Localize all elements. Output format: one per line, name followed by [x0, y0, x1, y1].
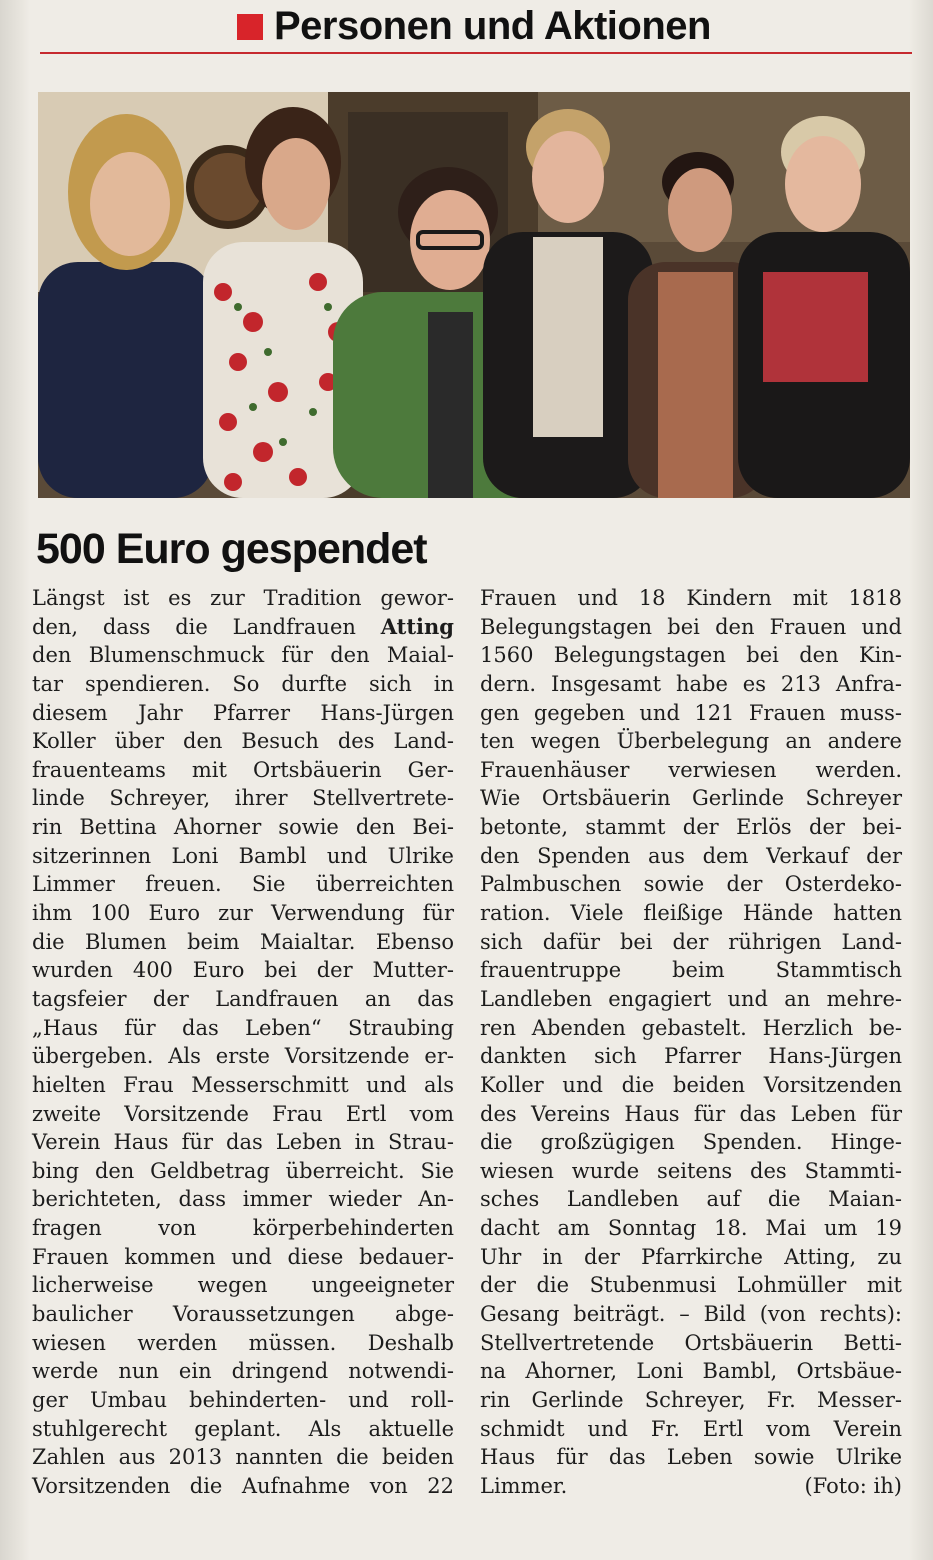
text-line: betonte, stammt der Erlös der bei-: [480, 815, 902, 840]
text-line: Uhr in der Pfarrkirche Atting, zu: [480, 1244, 902, 1269]
text-line: sches Landleben auf die Maian-: [480, 1187, 902, 1212]
text-line: Verein Haus für das Leben in Strau-: [32, 1130, 454, 1155]
text-line: Stellvertretende Ortsbäuerin Betti-: [480, 1330, 902, 1355]
text-line: Gesang beiträgt. – Bild (von rechts):: [480, 1302, 902, 1327]
text-line: ten wegen Überbelegung an andere: [480, 729, 902, 754]
text-line: schmidt und Fr. Ertl vom Verein: [480, 1416, 902, 1441]
text-line: ren Abenden gebastelt. Herzlich be-: [480, 1015, 902, 1040]
text-line: Zahlen aus 2013 nannten die beiden: [32, 1445, 454, 1470]
scan-margin-left: [0, 0, 30, 1560]
text-line: Koller und die beiden Vorsitzenden: [480, 1072, 902, 1097]
text-line: Landleben engagiert und an mehre-: [480, 986, 902, 1011]
text-line: na Ahorner, Loni Bambl, Ortsbäue-: [480, 1359, 902, 1384]
text-line: ger Umbau behinderten- und roll-: [32, 1387, 454, 1412]
text-line: Koller über den Besuch des Land-: [32, 729, 454, 754]
text-line: wiesen werden müssen. Deshalb: [32, 1330, 454, 1355]
text-line: rin Gerlinde Schreyer, Fr. Messer-: [480, 1387, 902, 1412]
text-line: Wie Ortsbäuerin Gerlinde Schreyer: [480, 786, 902, 811]
text-line: berichteten, dass immer wieder An-: [32, 1187, 454, 1212]
text-line: Palmbuschen sowie der Osterdeko-: [480, 872, 902, 897]
section-rule: [40, 52, 912, 54]
text-line: baulicher Voraussetzungen abge-: [32, 1302, 454, 1327]
article-column-left: [32, 584, 454, 1501]
text-line: zweite Vorsitzende Frau Ertl vom: [32, 1101, 454, 1126]
section-marker-icon: [237, 14, 263, 40]
text-line: sich dafür bei der rührigen Land-: [480, 929, 902, 954]
text-line: licherweise wegen ungeeigneter: [32, 1273, 454, 1298]
text-line: stuhlgerecht geplant. Als aktuelle: [32, 1416, 454, 1441]
text-line: den Blumenschmuck für den Maial-: [32, 643, 454, 668]
text-line: 1560 Belegungstagen bei den Kin-: [480, 643, 902, 668]
text-line: wiesen wurde seitens des Stammti-: [480, 1158, 902, 1183]
group-photo: [38, 92, 910, 498]
text-line: den Spenden aus dem Verkauf der: [480, 843, 902, 868]
text-line: Frauen und 18 Kindern mit 1818: [480, 586, 902, 610]
text-line: des Vereins Haus für das Leben für: [480, 1101, 902, 1126]
text-line: tagsfeier der Landfrauen an das: [32, 986, 454, 1011]
text-line: „Haus für das Leben“ Straubing: [32, 1015, 454, 1040]
text-line: werde nun ein dringend notwendi-: [32, 1359, 454, 1384]
text-line: sitzerinnen Loni Bambl und Ulrike: [32, 843, 454, 868]
text-line: tar spendieren. So durfte sich in: [32, 671, 454, 696]
text-line: Vorsitzenden die Aufnahme von 22: [32, 1473, 454, 1498]
text-line: wurden 400 Euro bei der Mutter-: [32, 958, 454, 983]
text-line: Frauenhäuser verwiesen werden.: [480, 757, 902, 782]
article-headline: 500 Euro gespendet: [36, 525, 427, 573]
text-line: Längst ist es zur Tradition gewor-: [32, 586, 454, 610]
scan-margin-right: [909, 0, 933, 1560]
text-line: Frauen kommen und diese bedauer-: [32, 1244, 454, 1269]
text-line: Haus für das Leben sowie Ulrike: [480, 1445, 902, 1470]
text-line: die großzügigen Spenden. Hinge-: [480, 1130, 902, 1155]
text-line: dern. Insgesamt habe es 213 Anfra-: [480, 671, 902, 696]
text-line: übergeben. Als erste Vorsitzende er-: [32, 1044, 454, 1069]
text-line: ihm 100 Euro zur Verwendung für: [32, 901, 454, 926]
section-header: [40, 0, 912, 52]
text-line: hielten Frau Messerschmitt und als: [32, 1072, 454, 1097]
text-line: die Blumen beim Maialtar. Ebenso: [32, 929, 454, 954]
text-line: dacht am Sonntag 18. Mai um 19: [480, 1216, 902, 1241]
text-line: Limmer.: [480, 1473, 568, 1498]
text-line: den, dass die Landfrauen Atting: [32, 613, 454, 639]
text-line: Belegungstagen bei den Frauen und: [480, 614, 902, 639]
text-line: dankten sich Pfarrer Hans-Jürgen: [480, 1044, 902, 1069]
text-line: frauentruppe beim Stammtisch: [480, 958, 902, 983]
text-line: diesem Jahr Pfarrer Hans-Jürgen: [32, 700, 454, 725]
photo-credit: (Foto: ih): [804, 1473, 902, 1498]
text-line: rin Bettina Ahorner sowie den Bei-: [32, 815, 454, 840]
text-line: frauenteams mit Ortsbäuerin Ger-: [32, 757, 454, 782]
text-line: Limmer freuen. Sie überreichten: [32, 872, 454, 897]
article-column-right: [480, 584, 902, 1501]
text-line: gen gegeben und 121 Frauen muss-: [480, 700, 902, 725]
text-line: linde Schreyer, ihrer Stellvertrete-: [32, 786, 454, 811]
section-title: Personen und Aktionen: [274, 4, 711, 48]
group-photo-illustration: [38, 92, 910, 498]
text-line: bing den Geldbetrag überreicht. Sie: [32, 1158, 454, 1183]
closing-line: [480, 1472, 902, 1501]
text-line: fragen von körperbehinderten: [32, 1216, 454, 1241]
text-line: der die Stubenmusi Lohmüller mit: [480, 1273, 902, 1298]
text-line: ration. Viele fleißige Hände hatten: [480, 901, 902, 926]
